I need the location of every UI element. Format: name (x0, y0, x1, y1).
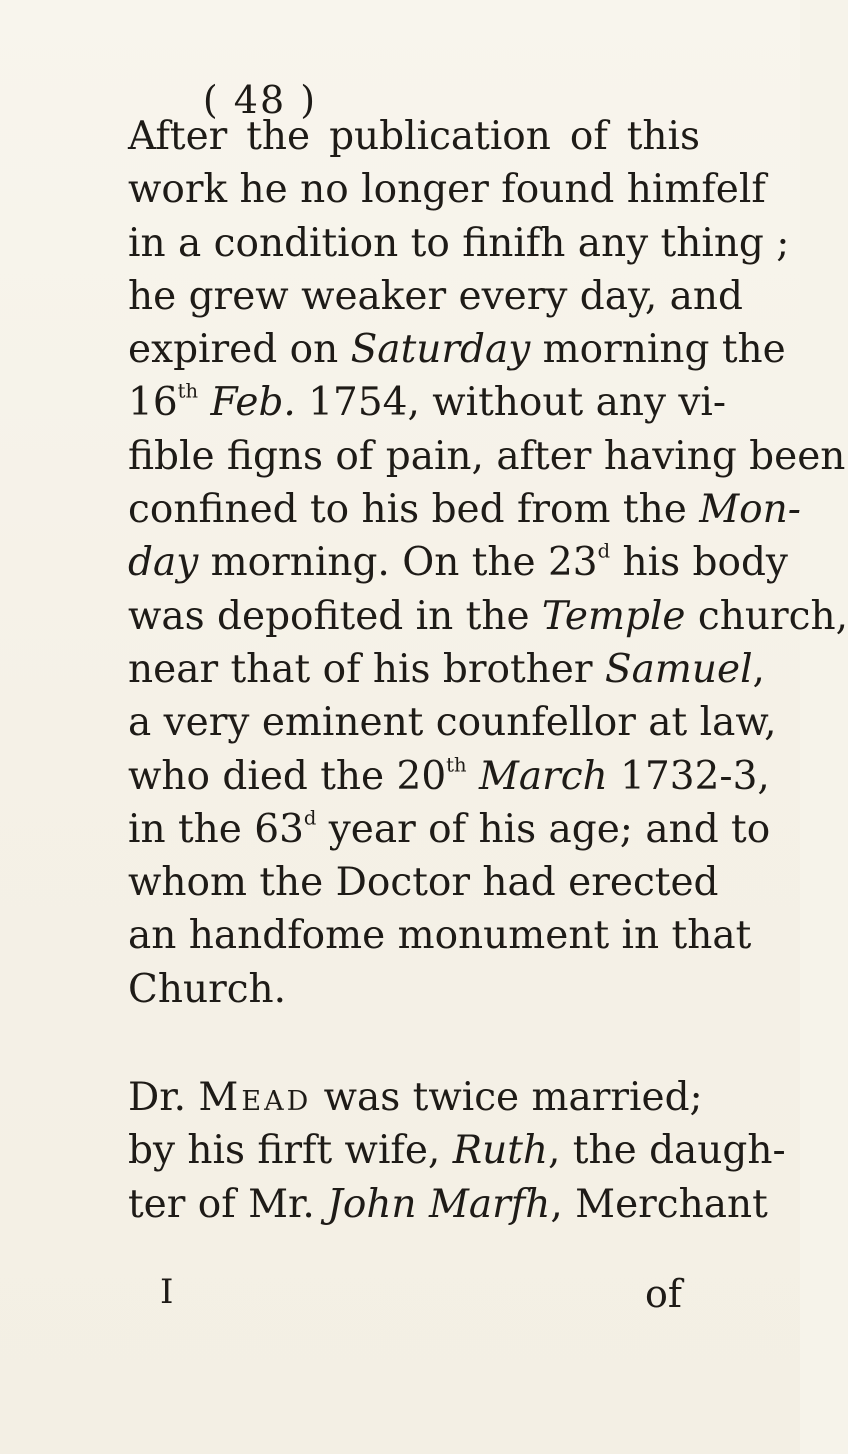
italic-text: Samuel (604, 646, 753, 692)
signature-mark: I (160, 1272, 174, 1312)
superscript: d (303, 806, 317, 830)
text-line: whom the Doctor had erected (128, 860, 719, 906)
text-line: 16th Feb. 1754, without any vi- (128, 379, 727, 426)
italic-text: March (478, 753, 608, 799)
text-line: expired on Saturday morning the (128, 327, 786, 373)
paragraph-gap (128, 1016, 700, 1071)
text-line: Church. (128, 966, 287, 1012)
italic-text: John Marfh (327, 1181, 551, 1227)
text-line: was depofited in the Temple church, (128, 593, 848, 639)
text-line: near that of his brother Samuel, (128, 646, 765, 692)
body-text (128, 110, 848, 1231)
italic-text: Temple (541, 593, 686, 639)
superscript: d (597, 539, 611, 563)
catchword: of (645, 1272, 682, 1316)
italic-text: Saturday (350, 327, 531, 373)
superscript: th (177, 379, 199, 403)
text-line: Dr. Mead was twice married; (128, 1075, 703, 1121)
text-line: fible figns of pain, after having been (128, 433, 846, 479)
small-caps-name: Mead (198, 1075, 312, 1121)
italic-text: day (128, 540, 199, 586)
text-line: After the publication of this (128, 114, 700, 159)
text-line: work he no longer found himfelf (128, 167, 766, 213)
italic-text: Ruth (452, 1128, 549, 1174)
text-line: day morning. On the 23$^d$ his body (128, 539, 788, 586)
text-line: by his firft wife, Ruth, the daugh- (128, 1128, 786, 1174)
text-line: an handfome monument in that (128, 913, 752, 959)
text-line: in the 63$^d$ year of his age; and to (128, 806, 771, 852)
text-line: a very eminent counfellor at law, (128, 700, 777, 746)
page-number: ( 48 ) (202, 78, 318, 122)
page-footer (128, 1272, 700, 1322)
text-line: in a condition to finifh any thing ; (128, 220, 790, 266)
text-line: confined to his bed from the Mon- (128, 487, 801, 533)
superscript: th (446, 753, 467, 777)
italic-text: Feb. (210, 380, 296, 426)
italic-text: Mon- (699, 487, 801, 533)
text-line: ter of Mr. John Marfh, Merchant (128, 1181, 768, 1227)
text-line: who died the 20th March 1732-3, (128, 753, 770, 799)
text-line: he grew weaker every day, and (128, 273, 743, 319)
